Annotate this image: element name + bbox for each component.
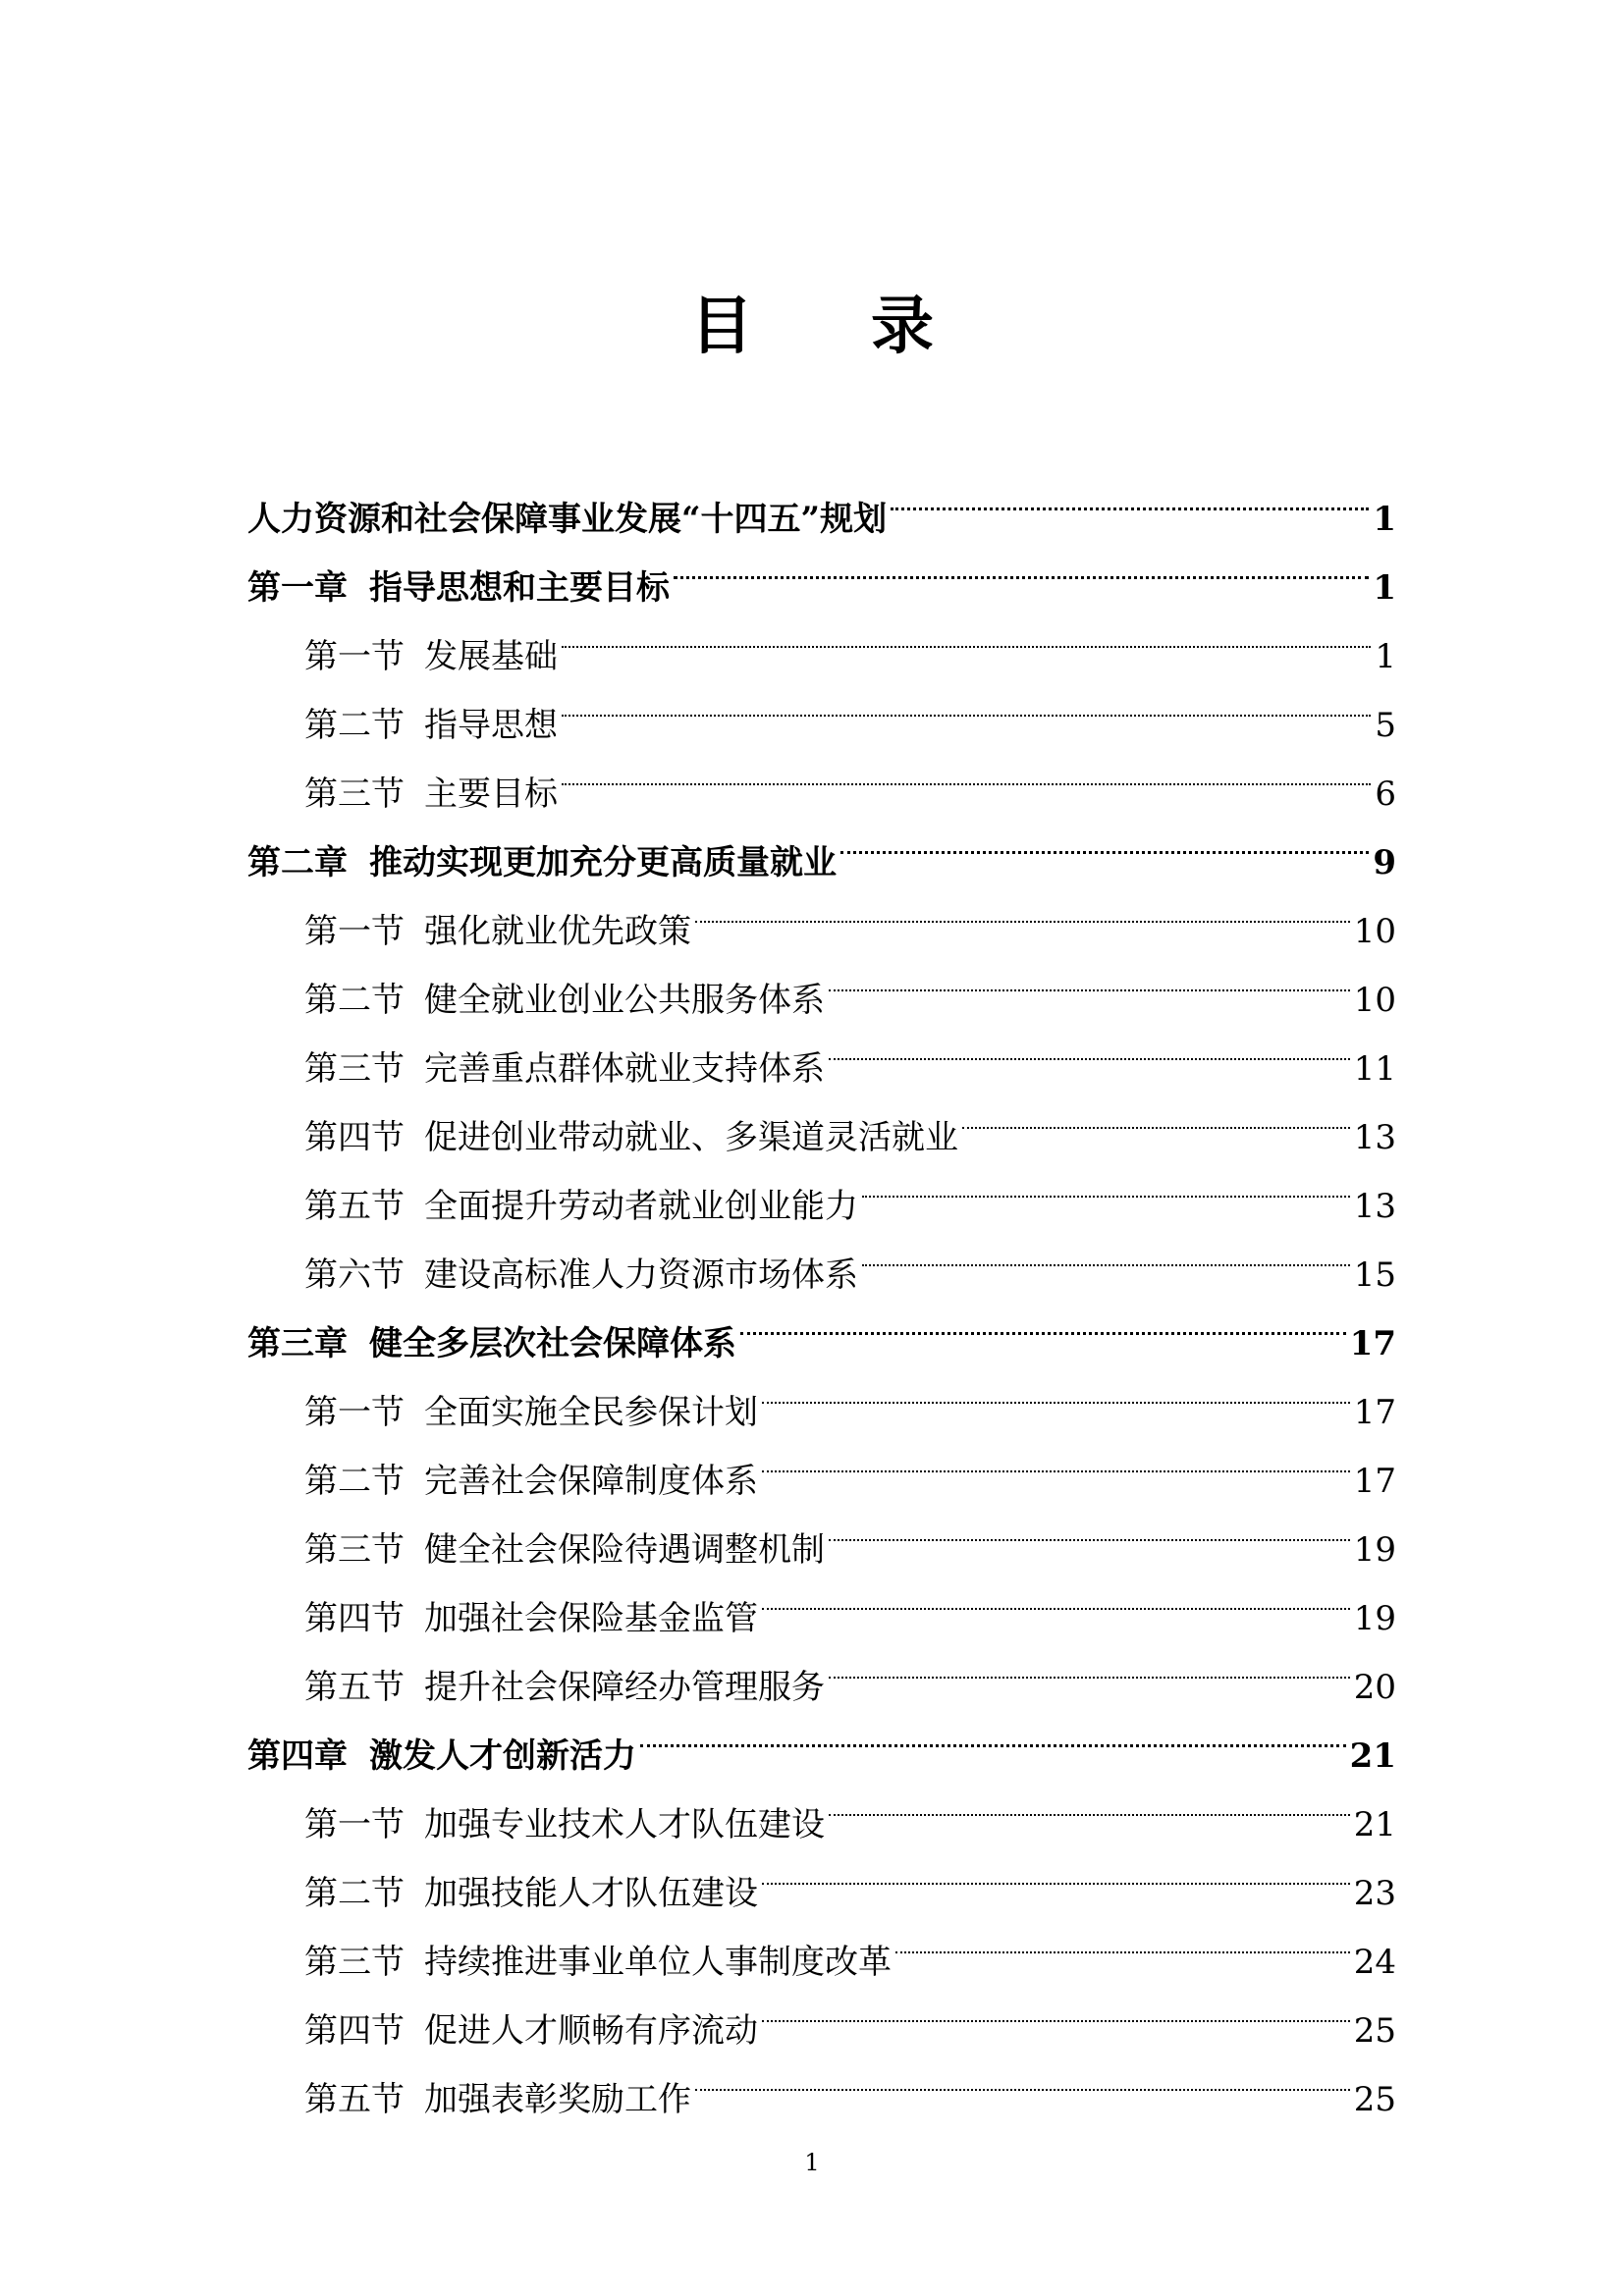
toc-dot-leader xyxy=(562,599,1371,667)
toc-dot-leader xyxy=(829,1767,1350,1836)
toc-dot-leader xyxy=(695,2042,1350,2110)
toc-entry-label xyxy=(247,1309,736,1378)
toc-dot-leader xyxy=(695,874,1350,942)
toc-page-number: 19 xyxy=(1353,1599,1396,1638)
toc-entry-label xyxy=(304,1997,758,2065)
toc-page-number: 24 xyxy=(1353,1943,1396,1982)
toc-page-number: 6 xyxy=(1375,774,1396,814)
toc-dot-leader xyxy=(740,1286,1346,1355)
toc-entry-label xyxy=(304,760,558,828)
toc-entry-label xyxy=(304,897,691,966)
toc-entry-number: 第四节 xyxy=(304,1599,405,1638)
toc-entry-title: 推动实现更加充分更高质量就业 xyxy=(369,843,837,882)
toc-entry-title: 促进人才顺畅有序流动 xyxy=(424,2011,758,2051)
toc-entry-number: 第五节 xyxy=(304,1668,405,1707)
toc-page-number: 23 xyxy=(1353,1874,1396,1913)
toc-dot-leader xyxy=(762,1561,1350,1629)
toc-page-number: 13 xyxy=(1353,1187,1396,1226)
toc-entry-title: 主要目标 xyxy=(424,774,558,814)
toc-entry-label xyxy=(304,1584,758,1653)
toc-entry-number: 第一节 xyxy=(304,912,405,951)
toc-entry-label xyxy=(304,1103,958,1172)
toc-dot-leader xyxy=(762,1355,1350,1423)
toc-entry-title: 强化就业优先政策 xyxy=(424,912,691,951)
toc-entry-number: 第二节 xyxy=(304,1874,405,1913)
toc-entry-title: 人力资源和社会保障事业发展“十四五”规划 xyxy=(247,500,888,539)
toc-entry-label xyxy=(304,1790,825,1859)
toc-page-number: 10 xyxy=(1353,981,1396,1020)
toc-entry-title: 全面实施全民参保计划 xyxy=(424,1393,758,1432)
toc-page-number: 21 xyxy=(1349,1736,1396,1776)
toc-entry-number: 第五节 xyxy=(304,2080,405,2119)
toc-dot-leader xyxy=(840,805,1369,874)
toc-entry-number: 第四节 xyxy=(304,1118,405,1157)
toc-page-number: 11 xyxy=(1353,1049,1396,1089)
toc-page-number: 9 xyxy=(1373,843,1396,882)
toc-entry-title: 健全多层次社会保障体系 xyxy=(369,1324,736,1363)
toc-dot-leader xyxy=(674,530,1369,599)
toc-entry-title: 健全就业创业公共服务体系 xyxy=(424,981,825,1020)
toc-entry-number: 第三节 xyxy=(304,1530,405,1570)
toc-entry-label xyxy=(304,1859,758,1928)
toc-page-number: 17 xyxy=(1353,1462,1396,1501)
toc-page-number: 15 xyxy=(1353,1255,1396,1295)
toc-entry-label xyxy=(304,691,558,760)
toc-dot-leader xyxy=(829,1492,1350,1561)
toc-dot-leader xyxy=(562,736,1371,805)
toc-entry-number: 第三节 xyxy=(304,774,405,814)
toc-page-number: 25 xyxy=(1353,2011,1396,2051)
toc-entry-number: 第二节 xyxy=(304,981,405,1020)
toc-page-number: 17 xyxy=(1349,1324,1396,1363)
toc-dot-leader xyxy=(895,1904,1350,1973)
toc-entry-title: 加强表彰奖励工作 xyxy=(424,2080,691,2119)
toc-dot-leader xyxy=(562,667,1371,736)
toc-page-number: 21 xyxy=(1353,1805,1396,1844)
toc-entry-label xyxy=(304,2065,691,2134)
toc-page-number: 20 xyxy=(1353,1668,1396,1707)
toc-entry-title: 指导思想和主要目标 xyxy=(369,568,670,608)
toc-entry-number: 第一节 xyxy=(304,637,405,676)
toc-entry-title: 全面提升劳动者就业创业能力 xyxy=(424,1187,858,1226)
toc-page-number: 1 xyxy=(1373,500,1396,539)
toc-entry-number: 第三章 xyxy=(247,1324,348,1363)
toc-dot-leader xyxy=(640,1698,1346,1767)
toc-entry-label xyxy=(304,622,558,691)
toc-entry-title: 加强技能人才队伍建设 xyxy=(424,1874,758,1913)
toc-entry-number: 第四节 xyxy=(304,2011,405,2051)
toc-entry-label xyxy=(247,1722,636,1790)
toc-page-number: 25 xyxy=(1353,2080,1396,2119)
toc-dot-leader xyxy=(829,1011,1350,1080)
toc-entry-title: 提升社会保障经办管理服务 xyxy=(424,1668,825,1707)
toc-entry-title: 完善社会保障制度体系 xyxy=(424,1462,758,1501)
toc-dot-leader xyxy=(962,1080,1350,1148)
toc-dot-leader xyxy=(762,1836,1350,1904)
toc-dot-leader xyxy=(862,1217,1350,1286)
toc-entry-number: 第一节 xyxy=(304,1805,405,1844)
toc-entry-number: 第二节 xyxy=(304,1462,405,1501)
page-number: 1 xyxy=(804,2149,820,2176)
toc-entry-title: 激发人才创新活力 xyxy=(369,1736,636,1776)
page-title: 目录 xyxy=(690,290,1052,363)
toc-entry-label xyxy=(304,1035,825,1103)
toc-entry-number: 第二节 xyxy=(304,706,405,745)
toc-entry-number: 第六节 xyxy=(304,1255,405,1295)
toc-page-number: 13 xyxy=(1353,1118,1396,1157)
toc-dot-leader xyxy=(891,461,1369,530)
toc-page-number: 17 xyxy=(1353,1393,1396,1432)
toc-entry-label xyxy=(304,1172,858,1241)
toc-entry-label xyxy=(304,1516,825,1584)
toc-entry-title: 建设高标准人力资源市场体系 xyxy=(424,1255,858,1295)
toc-entry-number: 第三节 xyxy=(304,1049,405,1089)
table-of-contents xyxy=(247,461,1396,2119)
toc-entry-number: 第一节 xyxy=(304,1393,405,1432)
toc-entry-title: 加强专业技术人才队伍建设 xyxy=(424,1805,825,1844)
toc-entry-number: 第三节 xyxy=(304,1943,405,1982)
toc-entry-title: 发展基础 xyxy=(424,637,558,676)
toc-dot-leader xyxy=(829,1629,1350,1698)
toc-entry-label xyxy=(304,1447,758,1516)
toc-page-number: 19 xyxy=(1353,1530,1396,1570)
toc-entry-number: 第一章 xyxy=(247,568,348,608)
toc-entry-label xyxy=(304,966,825,1035)
toc-entry-number: 第五节 xyxy=(304,1187,405,1226)
toc-dot-leader xyxy=(862,1148,1350,1217)
toc-page-number: 1 xyxy=(1375,637,1396,676)
toc-entry-label xyxy=(304,1378,758,1447)
toc-entry-number: 第二章 xyxy=(247,843,348,882)
toc-dot-leader xyxy=(762,1973,1350,2042)
toc-page-number: 5 xyxy=(1375,706,1396,745)
toc-page-number: 1 xyxy=(1373,568,1396,608)
toc-page-number: 10 xyxy=(1353,912,1396,951)
toc-chapter-entry[interactable] xyxy=(247,461,1396,539)
toc-dot-leader xyxy=(762,1423,1350,1492)
toc-dot-leader xyxy=(829,942,1350,1011)
toc-entry-title: 健全社会保险待遇调整机制 xyxy=(424,1530,825,1570)
toc-entry-title: 促进创业带动就业、多渠道灵活就业 xyxy=(424,1118,958,1157)
toc-entry-title: 指导思想 xyxy=(424,706,558,745)
toc-entry-title: 持续推进事业单位人事制度改革 xyxy=(424,1943,892,1982)
toc-entry-title: 完善重点群体就业支持体系 xyxy=(424,1049,825,1089)
toc-entry-title: 加强社会保险基金监管 xyxy=(424,1599,758,1638)
toc-entry-number: 第四章 xyxy=(247,1736,348,1776)
